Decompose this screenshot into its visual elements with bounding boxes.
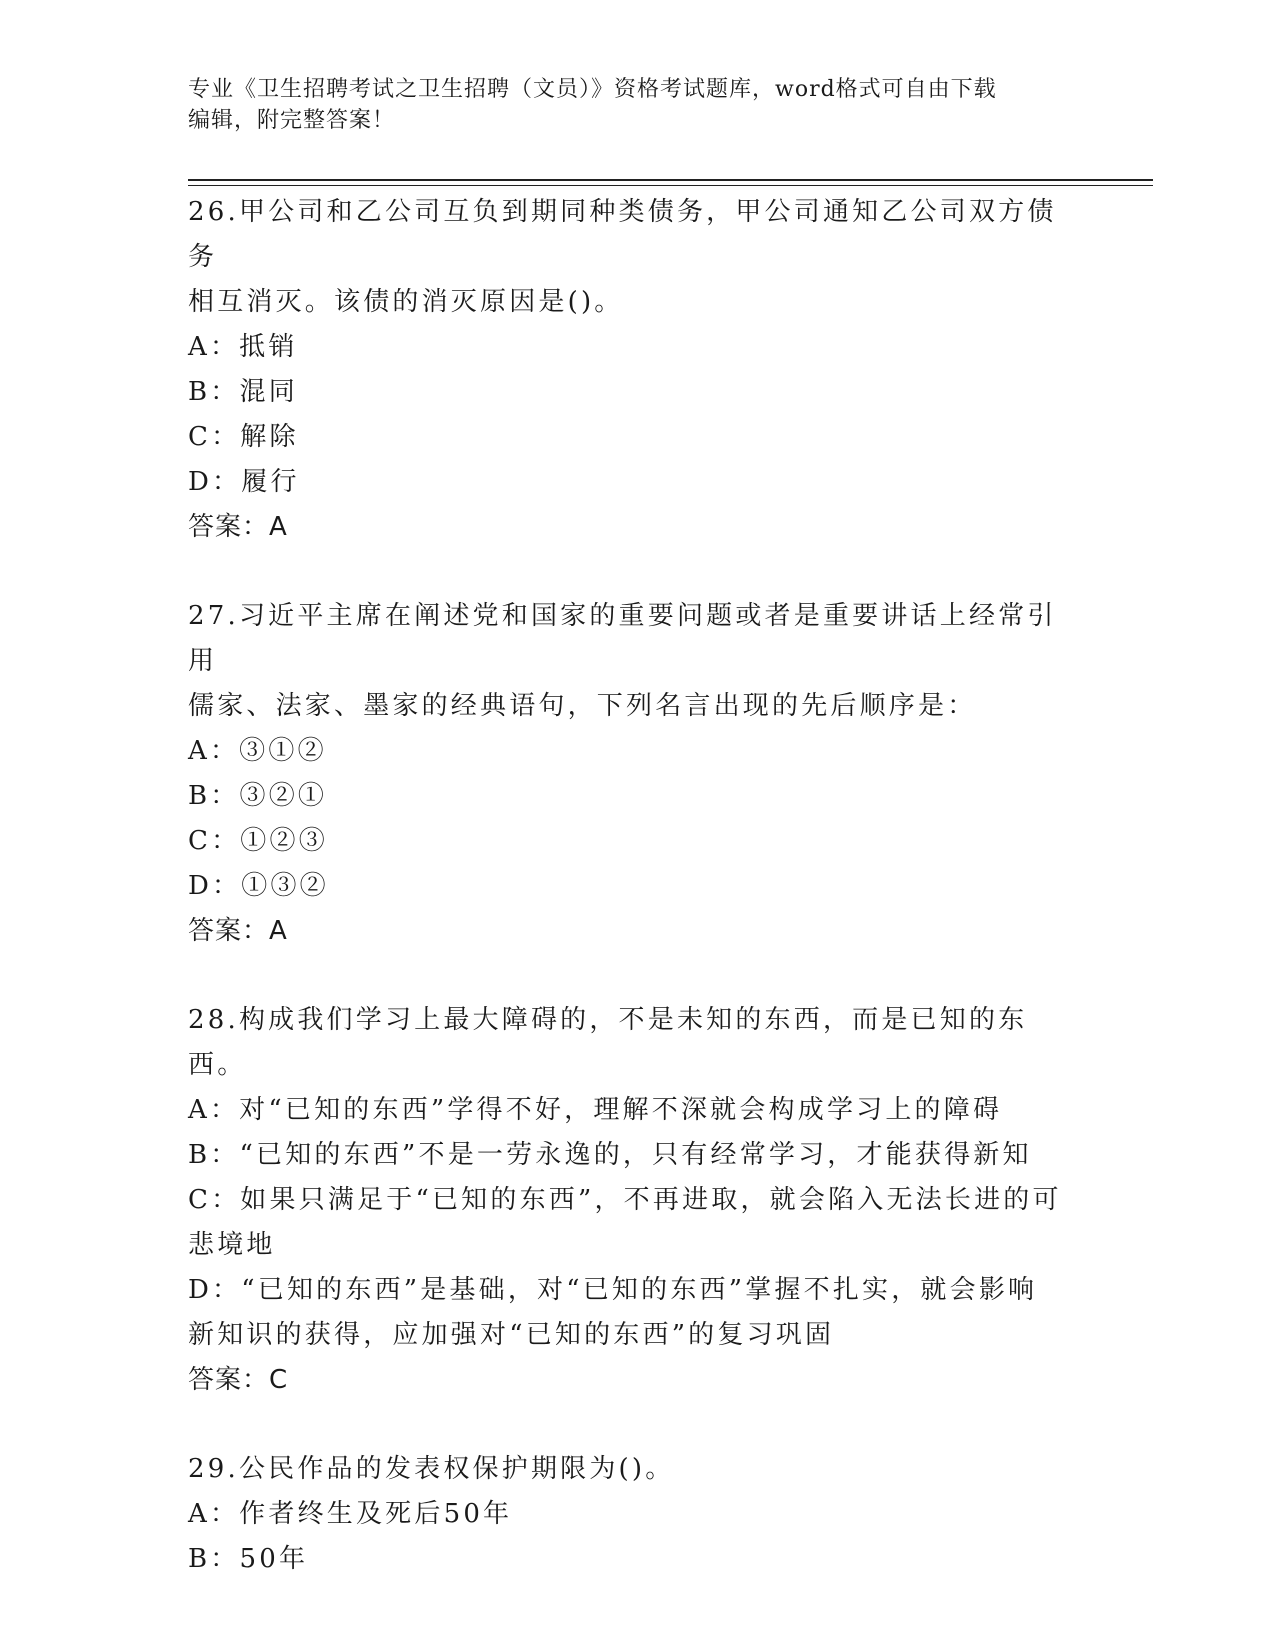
answer-line: 答案：A xyxy=(188,916,288,946)
option-line: A：③①② xyxy=(188,736,327,766)
header-divider-thick xyxy=(188,179,1153,181)
header-divider-thin xyxy=(188,185,1153,186)
option-line: D：①③② xyxy=(188,871,329,901)
answer-line: 答案：C xyxy=(188,1365,289,1395)
header-line-2: 编辑，附完整答案！ xyxy=(188,108,396,133)
option-line: A：抵销 xyxy=(188,332,298,362)
option-line: A：对“已知的东西”学得不好，理解不深就会构成学习上的障碍 xyxy=(188,1095,1003,1125)
question-list xyxy=(188,190,1078,1582)
option-line: B：50年 xyxy=(188,1544,309,1574)
option-line: C：如果只满足于“已知的东西”，不再进取，就会陷入无法长进的可 xyxy=(188,1185,1062,1215)
option-line: D：“已知的东西”是基础，对“已知的东西”掌握不扎实，就会影响 xyxy=(188,1275,1038,1305)
question-block xyxy=(188,190,1078,550)
option-line: C：解除 xyxy=(188,422,299,452)
question-block xyxy=(188,594,1078,954)
question-stem-line: 26.甲公司和乙公司互负到期同种类债务，甲公司通知乙公司双方债务 xyxy=(188,197,1057,272)
option-line: C：①②③ xyxy=(188,826,328,856)
option-line: 悲境地 xyxy=(188,1230,276,1260)
question-block xyxy=(188,1447,1078,1582)
question-block xyxy=(188,998,1078,1403)
option-line: D：履行 xyxy=(188,467,300,497)
question-stem-line: 相互消灭。该债的消灭原因是()。 xyxy=(188,287,624,317)
question-stem-line: 儒家、法家、墨家的经典语句，下列名言出现的先后顺序是： xyxy=(188,691,977,721)
option-line: B：③②① xyxy=(188,781,328,811)
question-stem-line: 27.习近平主席在阐述党和国家的重要问题或者是重要讲话上经常引用 xyxy=(188,601,1057,676)
option-line: B：“已知的东西”不是一劳永逸的，只有经常学习，才能获得新知 xyxy=(188,1140,1032,1170)
answer-line: 答案：A xyxy=(188,512,288,542)
option-line: A：作者终生及死后50年 xyxy=(188,1499,513,1529)
question-stem-line: 28.构成我们学习上最大障碍的，不是未知的东西，而是已知的东西。 xyxy=(188,1005,1028,1080)
question-stem-line: 29.公民作品的发表权保护期限为()。 xyxy=(188,1454,675,1484)
option-line: 新知识的获得，应加强对“已知的东西”的复习巩固 xyxy=(188,1320,835,1350)
header-line-1: 专业《卫生招聘考试之卫生招聘（文员）》资格考试题库，word格式可自由下载 xyxy=(188,77,997,102)
document-header xyxy=(188,74,1068,136)
option-line: B：混同 xyxy=(188,377,298,407)
